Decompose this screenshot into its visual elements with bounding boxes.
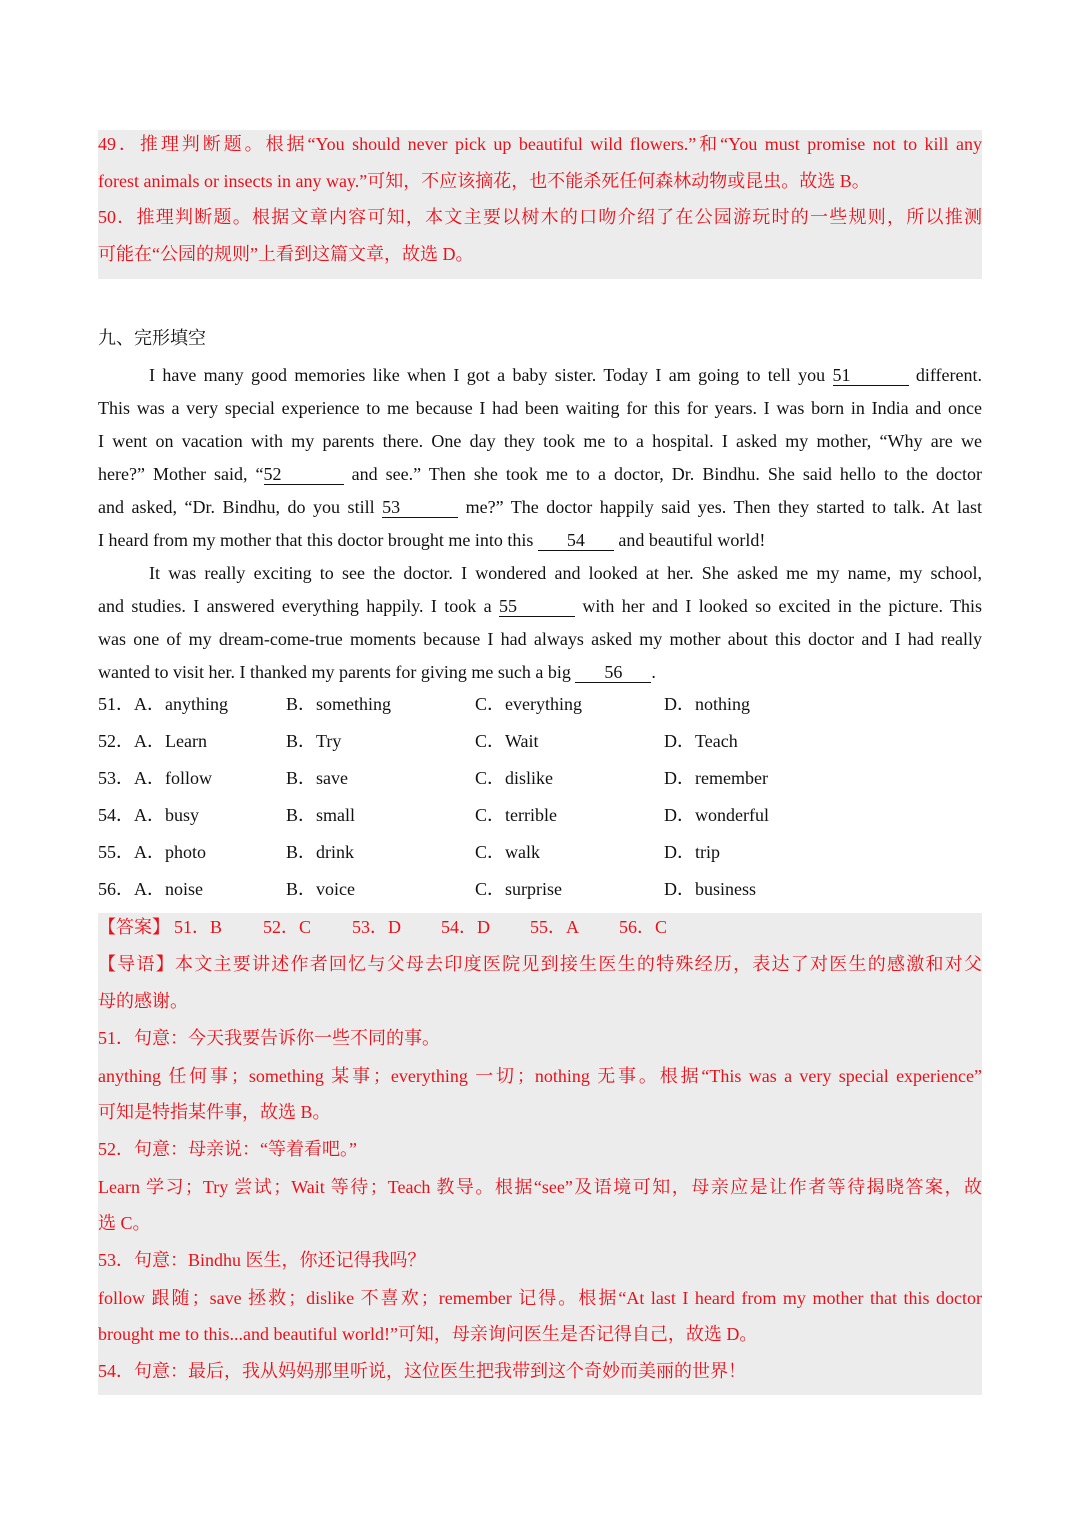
guide-line2: 母的感谢。 (98, 991, 188, 1011)
q50-explanation-line1: 50．推理判断题。根据文章内容可知，本文主要以树木的口吻介绍了在公园游玩时的一些规则，所以推测 (98, 207, 982, 227)
option-c: C．terrible (475, 805, 557, 825)
blank-53: 53 (382, 497, 458, 518)
passage-line: I have many good memories like when I got a baby sister. Today I am going to tell you 51 different. (149, 365, 983, 385)
section-title: 九、完形填空 (98, 328, 206, 348)
passage-line: wanted to visit her. I thanked my parents for giving me such a big 56 . (98, 662, 656, 682)
option-d: D．nothing (664, 694, 751, 714)
option-d: D．wonderful (664, 805, 769, 825)
option-c: C．dislike (475, 768, 554, 788)
option-row-56 (98, 876, 982, 902)
option-a: 55．A．photo (98, 842, 206, 862)
option-b: B．voice (286, 879, 355, 899)
passage-line: I heard from my mother that this doctor brought me into this 54 and beautiful world! (98, 530, 766, 550)
option-row-52 (98, 728, 982, 754)
blank-56: 56 (575, 662, 651, 683)
blank-55: 55 (499, 596, 575, 617)
option-d: D．trip (664, 842, 720, 862)
guide-line1: 【导语】本文主要讲述作者回忆与父母去印度医院见到接生医生的特殊经历，表达了对医生的感激和对父 (98, 954, 982, 974)
option-a: 54．A．busy (98, 805, 200, 825)
option-d: D．business (664, 879, 757, 899)
option-d: D．remember (664, 768, 768, 788)
passage-line: was one of my dream-come-true moments because I had always asked my mother about this doctor and I had really (98, 629, 982, 649)
option-row-55 (98, 839, 982, 865)
explanation-54-line1: 54．句意：最后，我从妈妈那里听说，这位医生把我带到这个奇妙而美丽的世界！ (98, 1361, 746, 1381)
option-a: 56．A．noise (98, 879, 203, 899)
answer-item: 52．C (263, 917, 312, 937)
answer-item: 54．D (441, 917, 490, 937)
blank-52: 52 (264, 464, 344, 485)
option-c: C．everything (475, 694, 582, 714)
explanation-52-line1: 52．句意：母亲说：“等着看吧。” (98, 1139, 357, 1159)
q50-explanation-line2: 可能在“公园的规则”上看到这篇文章，故选 D。 (98, 244, 474, 264)
option-c: C．walk (475, 842, 540, 862)
option-row-51 (98, 691, 982, 717)
passage-line: It was really exciting to see the doctor. I wondered and looked at her. She asked me my name, my school, (149, 563, 982, 583)
answer-item: 55．A (530, 917, 579, 937)
answer-label: 【答案】 (98, 917, 170, 937)
explanation-53-line3: brought me to this...and beautiful world!”可知，母亲询问医生是否记得自己，故选 D。 (98, 1324, 758, 1344)
q49-explanation-line2: forest animals or insects in any way.”可知，不应该摘花，也不能杀死任何森林动物或昆虫。故选 B。 (98, 171, 870, 191)
passage-line: This was a very special experience to me because I had been waiting for this for years. I was born in India and once (98, 398, 982, 418)
explanation-52-line2: Learn 学习；Try 尝试；Wait 等待；Teach 教导。根据“see”及语境可知，母亲应是让作者等待揭晓答案，故 (98, 1177, 982, 1197)
explanation-51-line3: 可知是特指某件事，故选 B。 (98, 1102, 331, 1122)
answer-item: 53．D (352, 917, 401, 937)
passage-line: I went on vacation with my parents there. One day they took me to a hospital. I asked my mother, “Why are we (98, 431, 982, 451)
answer-item: 56．C (619, 917, 668, 937)
option-c: C．Wait (475, 731, 539, 751)
explanation-51-line1: 51．句意：今天我要告诉你一些不同的事。 (98, 1028, 440, 1048)
answer-item: 51．B (174, 917, 223, 937)
explanation-53-line1: 53．句意：Bindhu 医生，你还记得我吗？ (98, 1250, 426, 1270)
explanation-52-line3: 选 C。 (98, 1213, 151, 1233)
option-b: B．drink (286, 842, 355, 862)
option-a: 51．A．anything (98, 694, 228, 714)
option-b: B．Try (286, 731, 342, 751)
option-c: C．surprise (475, 879, 562, 899)
option-b: B．small (286, 805, 356, 825)
option-b: B．save (286, 768, 348, 788)
option-d: D．Teach (664, 731, 738, 751)
option-b: B．something (286, 694, 392, 714)
explanation-51-line2: anything 任何事；something 某事；everything 一切；nothing 无事。根据“This was a very special experience” (98, 1066, 982, 1086)
blank-51: 51 (833, 365, 909, 386)
option-row-54 (98, 802, 982, 828)
option-row-53 (98, 765, 982, 791)
q49-explanation-line1: 49．推理判断题。根据“You should never pick up beautiful wild flowers.”和“You must promise not to kill any (98, 134, 982, 154)
option-a: 53．A．follow (98, 768, 212, 788)
answer-key-line (98, 915, 982, 939)
passage-line: here?” Mother said, “52 and see.” Then she took me to a doctor, Dr. Bindhu. She said hello to the doctor (98, 464, 982, 484)
option-a: 52．A．Learn (98, 731, 207, 751)
explanation-53-line2: follow 跟随；save 拯救；dislike 不喜欢；remember 记得。根据“At last I heard from my mother that this doctor (98, 1288, 982, 1308)
passage-line: and studies. I answered everything happily. I took a 55 with her and I looked so excited in the picture. This (98, 596, 982, 616)
blank-54: 54 (538, 530, 614, 551)
passage-line: and asked, “Dr. Bindhu, do you still 53 me?” The doctor happily said yes. Then they started to talk. At last (98, 497, 983, 517)
